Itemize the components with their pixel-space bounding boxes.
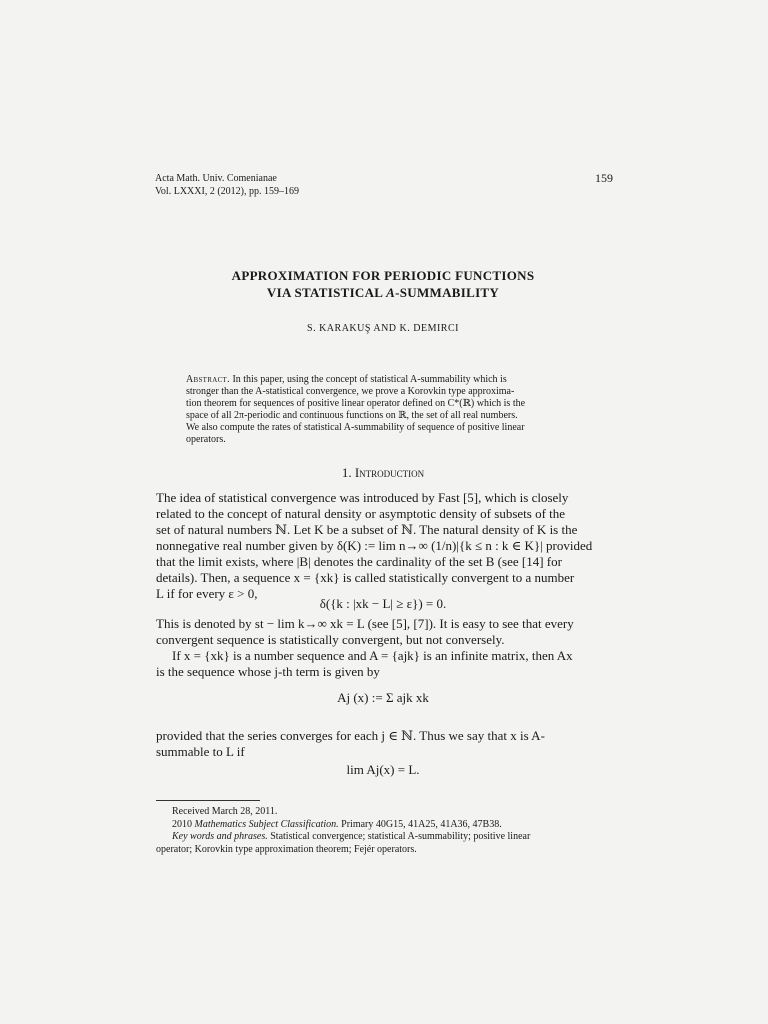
- journal-name: Acta Math. Univ. Comenianae: [155, 173, 277, 184]
- journal-info: [155, 172, 299, 198]
- title-line-1: APPROXIMATION FOR PERIODIC FUNCTIONS: [231, 268, 535, 283]
- abstract-line-3: tion theorem for sequences of positive linear operator defined on C*(ℝ) which is the: [186, 398, 526, 409]
- p4-line: provided that the series converges for each j ∈ ℕ. Thus we say that x is A-: [156, 728, 545, 743]
- p1-line: related to the concept of natural density or asymptotic density of subsets of the: [156, 506, 566, 521]
- authors: S. KARAKUŞ AND K. DEMIRCI: [307, 323, 459, 334]
- p1-line: L if for every ε > 0,: [156, 586, 258, 601]
- paragraph-1: [156, 490, 614, 602]
- section-number: 1.: [341, 465, 352, 480]
- footnote-rule: [156, 800, 260, 801]
- p1-line: set of natural numbers ℕ. Let K be a subset of ℕ. The natural density of K is the: [156, 522, 578, 537]
- abstract-label: Abstract.: [186, 374, 230, 385]
- keywords-line-2: operator; Korovkin type approximation theorem; Fejér operators.: [156, 843, 417, 855]
- title-line-2: VIA STATISTICAL A-SUMMABILITY: [266, 285, 500, 300]
- page-number: 159: [595, 171, 613, 185]
- equation-density: δ({k : |xk − L| ≥ ε}) = 0.: [319, 596, 447, 611]
- received-date: Received March 28, 2011.: [172, 806, 278, 817]
- paragraph-2: [156, 616, 614, 648]
- p1-line: details). Then, a sequence x = {xk} is called statistically convergent to a number: [156, 570, 575, 585]
- equation-limit: lim Aj(x) = L.: [346, 762, 420, 777]
- journal-volume: Vol. LXXXI, 2 (2012), pp. 159–169: [155, 186, 299, 197]
- msc-line: 2010 Mathematics Subject Classification. Primary 40G15, 41A25, 41A36, 47B38.: [172, 818, 502, 830]
- abstract-line-1: Abstract. In this paper, using the concept of statistical A-summability which is: [186, 374, 507, 385]
- paper-title: [150, 267, 616, 301]
- abstract-line-4: space of all 2π-periodic and continuous functions on ℝ, the set of all real numbers.: [186, 410, 518, 421]
- abstract-line-5: We also compute the rates of statistical A-summability of sequence of positive linear: [186, 422, 525, 433]
- p1-line: nonnegative real number given by δ(K) := lim n→∞ (1/n)|{k ≤ n : k ∈ K}| provided: [156, 538, 593, 553]
- section-title: Introduction: [354, 465, 425, 480]
- p3-line: is the sequence whose j-th term is given by: [156, 664, 380, 679]
- section-heading: [150, 465, 616, 481]
- p1-line: The idea of statistical convergence was introduced by Fast [5], which is closely: [156, 490, 569, 505]
- footnotes: [156, 806, 614, 856]
- abstract-line-6: operators.: [186, 434, 226, 445]
- abstract: [186, 374, 582, 446]
- paragraph-4: [156, 728, 614, 760]
- keywords-line-1: Key words and phrases. Statistical convergence; statistical A-summability; positive linear: [172, 831, 531, 842]
- p2-line: convergent sequence is statistically convergent, but not conversely.: [156, 632, 505, 647]
- p1-line: that the limit exists, where |B| denotes the cardinality of the set B (see [14] for: [156, 554, 562, 569]
- equation-summation: Aj (x) := Σ ajk xk: [337, 690, 429, 705]
- p4-line: summable to L if: [156, 744, 245, 759]
- paragraph-3: [156, 648, 614, 680]
- p2-line: This is denoted by st − lim k→∞ xk = L (see [5], [7]). It is easy to see that every: [156, 616, 574, 631]
- abstract-line-2: stronger than the A-statistical convergence, we prove a Korovkin type approxima-: [186, 386, 515, 397]
- p3-line: If x = {xk} is a number sequence and A = {ajk} is an infinite matrix, then Ax: [172, 648, 573, 663]
